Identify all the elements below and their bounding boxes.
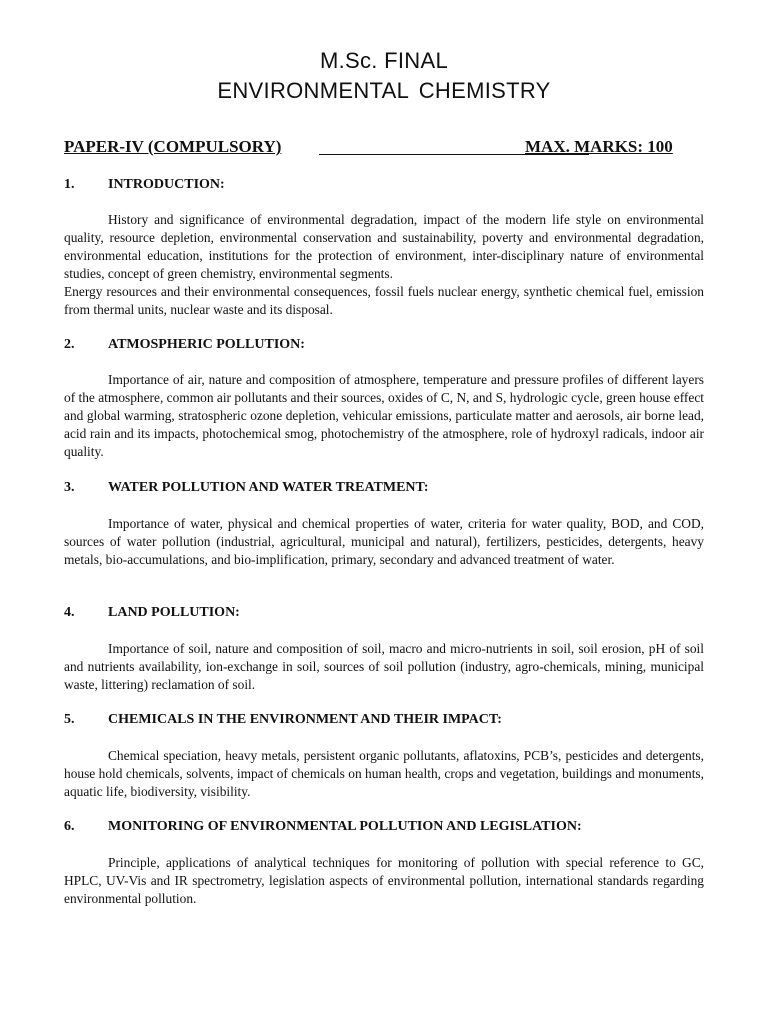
section-paragraph: Principle, applications of analytical techniques for monitoring of pollution with special reference to GC, HPLC, UV-Vis and IR spectrometry, legislation aspects of environmental pollution, international standards regarding environmental pollution. [64, 855, 704, 906]
section-number: 3. [64, 480, 75, 495]
section-paragraph: Importance of water, physical and chemical properties of water, criteria for water quality, BOD, and COD, sources of water pollution (industrial, agricultural, municipal and natural), fertilizers, pesticides, detergents, heavy metals, bio-accumulations, and bio-implification, primary, secondary and advanced treatment of water. [64, 516, 704, 567]
section-title: WATER POLLUTION AND WATER TREATMENT: [108, 480, 429, 495]
section-number: 1. [64, 177, 75, 192]
section-title: INTRODUCTION: [108, 177, 225, 192]
section-paragraph: History and significance of environmental degradation, impact of the modern life style on environmental quality, resource depletion, environmental conservation and sustainability, poverty and environmental degradation, environmental education, institutions for the protection of environment, inter-disciplinary nature of environmental studies, concept of green chemistry, environmental segments. [64, 212, 704, 281]
paper-title: PAPER-IV (COMPULSORY) [64, 137, 282, 156]
section-paragraph: Importance of air, nature and composition of atmosphere, temperature and pressure profiles of different layers of the atmosphere, common air pollutants and their sources, oxides of C, N, and S, hydrologic cycle, green house effect and global warming, stratospheric ozone depletion, vehicular emissions, particulate matter and aerosols, air borne lead, acid rain and its impacts, photochemical smog, photochemistry of the atmosphere, role of hydroxyl radicals, indoor air quality. [64, 372, 704, 459]
section-title: LAND POLLUTION: [108, 605, 240, 620]
section-heading [64, 711, 502, 729]
section-title: CHEMICALS IN THE ENVIRONMENT AND THEIR IMPACT: [108, 712, 502, 727]
section-heading [64, 604, 240, 622]
section-paragraph: Importance of soil, nature and composition of soil, macro and micro-nutrients in soil, soil erosion, pH of soil and nutrients availability, ion-exchange in soil, sources of soil pollution (industry, agro-chemicals, mining, municipal waste, littering) reclamation of soil. [64, 641, 704, 692]
subject-title: ENVIRONMENTAL CHEMISTRY [217, 78, 551, 103]
section-heading [64, 176, 225, 194]
section-paragraph: Chemical speciation, heavy metals, persistent organic pollutants, aflatoxins, PCB’s, pesticides and detergents, house hold chemicals, solvents, impact of chemicals on human health, crops and vegetation, buildings and monuments, aquatic life, biodiversity, visibility. [64, 748, 704, 799]
section-number: 2. [64, 337, 75, 352]
section-number: 6. [64, 819, 75, 834]
section-title: ATMOSPHERIC POLLUTION: [108, 337, 305, 352]
section-number: 4. [64, 605, 75, 620]
section-number: 5. [64, 712, 75, 727]
max-marks: MAX. MARKS: 100 [525, 137, 673, 156]
section-heading [64, 336, 305, 354]
section-title: MONITORING OF ENVIRONMENTAL POLLUTION AND LEGISLATION: [108, 819, 582, 834]
section-heading [64, 818, 582, 836]
course-title: M.Sc. FINAL [320, 48, 448, 73]
section-paragraph: Energy resources and their environmental consequences, fossil fuels nuclear energy, synthetic chemical fuel, emission from thermal units, nuclear waste and its disposal. [64, 284, 704, 317]
section-heading [64, 479, 429, 497]
